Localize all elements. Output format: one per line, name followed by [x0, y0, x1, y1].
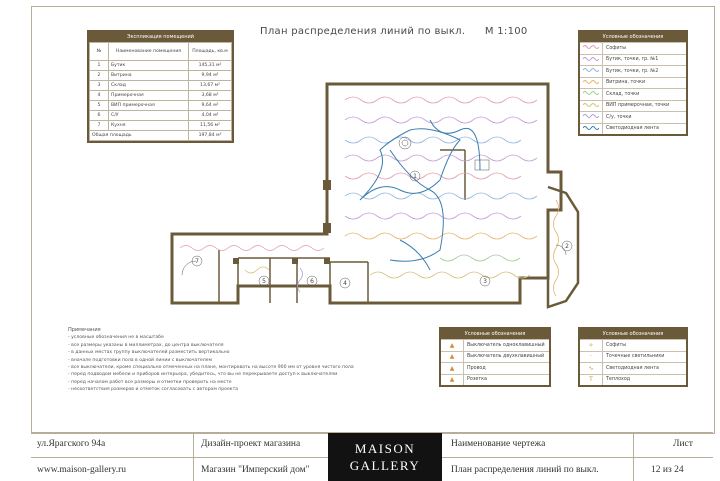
room-number: 6 [90, 111, 109, 121]
legend-switch-item [441, 339, 549, 351]
room-name: ВИП примерочная [109, 101, 189, 111]
room-area: 9,94 м² [189, 71, 232, 81]
room-area: 145,31 м² [189, 61, 232, 71]
footer-drawing-name: План распределения линий по выкл. [451, 465, 599, 475]
room-number: 3 [90, 81, 109, 91]
fixture-symbol-icon: ✧ [588, 341, 594, 349]
legend-fixtures-header: Условные обозначения [580, 329, 686, 339]
room-number-marks [192, 171, 572, 288]
col-number: № [90, 43, 109, 61]
svg-text:7: 7 [195, 258, 199, 265]
wiring-lines [180, 97, 559, 296]
legend-switch-item [441, 374, 549, 386]
footer-address: ул.Ярагского 94а [37, 439, 106, 449]
room-area: 9,64 м² [189, 101, 232, 111]
room-area: 4,04 м² [189, 111, 232, 121]
room-area: 3,68 м² [189, 91, 232, 101]
note-line: - условные обозначения не в масштабе [68, 335, 164, 341]
legend-fixtures [578, 327, 688, 387]
legend-line-label: С/у, точки [602, 112, 686, 123]
room-number-3 [480, 276, 490, 286]
rooms-total-label: Общая площадь [90, 131, 189, 141]
room-name: Витрина [109, 71, 189, 81]
legend-fixture-item [580, 351, 686, 363]
fixture-symbol-icon: Т [589, 376, 593, 384]
legend-fixture-label: Софиты [602, 340, 686, 351]
room-number-2 [562, 241, 572, 251]
switch-symbol-icon: ▲ [449, 341, 455, 349]
note-line: - вначале подготовки пола в одной линии с выключателем [68, 357, 212, 363]
legend-switch-label: Розетка [463, 375, 549, 386]
room-number: 7 [90, 121, 109, 131]
note-line: - перед подводом мебели и приборов интерьера, убедитесь, что вы не перекрываете доступ к выключателям [68, 372, 338, 378]
footer-sheet-number: 12 из 24 [651, 465, 684, 475]
col-area: Площадь, кв.м [189, 43, 232, 61]
svg-text:5: 5 [262, 278, 266, 285]
fixture-symbol-icon: · [590, 353, 592, 361]
room-number: 5 [90, 101, 109, 111]
note-line: - все выключатели, кроме специально отмеченных на плане, монтировать на высоте 900 мм от уровня чистого пола [68, 365, 354, 371]
footer-sheet-label: Лист [673, 439, 693, 449]
room-number: 1 [90, 61, 109, 71]
switch-symbol-icon: ▲ [449, 364, 455, 372]
legend-fixture-item [580, 374, 686, 386]
svg-text:4: 4 [343, 280, 347, 287]
room-number-4 [340, 278, 350, 288]
notes-heading: Примечания [68, 327, 101, 333]
footer-website[interactable]: www.maison-gallery.ru [37, 465, 126, 475]
legend-fixture-item [580, 362, 686, 374]
plan-bay-window [548, 187, 578, 307]
legend-line-label: Витрина, точки [602, 78, 686, 89]
room-name: С/У [109, 111, 189, 121]
fixture-symbol-icon: ∿ [588, 364, 594, 372]
legend-fixture-label: Светодиодная лента [602, 363, 686, 374]
room-number: 2 [90, 71, 109, 81]
room-area: 11,56 м² [189, 121, 232, 131]
room-number: 4 [90, 91, 109, 101]
plan-inner-walls [219, 150, 465, 303]
plan-fixtures [182, 137, 566, 275]
legend-switch-item [441, 351, 549, 363]
note-line: - все размеры указаны в миллиметрах, до центра выключателя [68, 342, 224, 348]
switch-symbol-icon: ▲ [449, 376, 455, 384]
room-name: Примерочная [109, 91, 189, 101]
logo-line-1: MAISON [354, 441, 416, 456]
rooms-total-value: 197,84 м² [189, 131, 232, 141]
plan-columns [233, 180, 331, 264]
drawing-title-text: План распределения линий по выкл. [260, 26, 466, 37]
note-line: - несоответствия размеров и отметок согласовать с автором проекта [68, 387, 239, 393]
room-name: Кухня [109, 121, 189, 131]
notes [68, 327, 398, 394]
switch-symbol-icon: ▲ [449, 353, 455, 361]
svg-text:3: 3 [483, 278, 487, 285]
legend-fixture-label: Теплоход [602, 375, 686, 386]
legend-switches-header: Условные обозначения [441, 329, 549, 339]
logo-line-2: GALLERY [349, 458, 421, 473]
svg-text:6: 6 [310, 278, 314, 285]
legend-switch-label: Выключатель двухклавишный [463, 352, 549, 363]
footer-store: Магазин "Имперский дом" [201, 465, 310, 475]
legend-switch-label: Выключатель одноклавишный [463, 340, 549, 351]
maison-gallery-logo [328, 433, 442, 481]
drawing-scale: М 1:100 [484, 26, 528, 37]
room-number-5 [259, 276, 269, 286]
room-area: 13,67 м² [189, 81, 232, 91]
legend-line-label: Светодиодная лента [602, 124, 686, 135]
legend-lines-header: Условные обозначения [580, 32, 686, 42]
legend-line-label: Бутик, точки, гр. №2 [602, 66, 686, 77]
room-name: Склад [109, 81, 189, 91]
footer-project-type: Дизайн-проект магазина [201, 439, 301, 449]
legend-line-label: Бутик, точки, гр. №1 [602, 55, 686, 66]
legend-switch-item [441, 362, 549, 374]
title-block [31, 432, 713, 481]
svg-text:2: 2 [565, 243, 569, 250]
legend-fixture-label: Точечные светильники [602, 352, 686, 363]
legend-switches [439, 327, 551, 387]
room-number-6 [307, 276, 317, 286]
legend-line-label: ВИП примерочная, точки [602, 101, 686, 112]
note-line: - перед началом работ все размеры и отметки проверить на месте [68, 379, 232, 385]
note-line: - в данных местах группу выключателей разместить вертикально [68, 350, 230, 356]
legend-line-label: Софиты [602, 43, 686, 54]
room-name: Бутик [109, 61, 189, 71]
legend-fixture-item [580, 339, 686, 351]
legend-switch-label: Провод [463, 363, 549, 374]
rooms-table-header: Экспликация помещений [89, 32, 232, 42]
footer-drawing-label: Наименование чертежа [451, 439, 546, 449]
legend-line-label: Склад, точки [602, 89, 686, 100]
svg-text:1: 1 [413, 173, 417, 180]
col-name: Наименование помещения [109, 43, 189, 61]
